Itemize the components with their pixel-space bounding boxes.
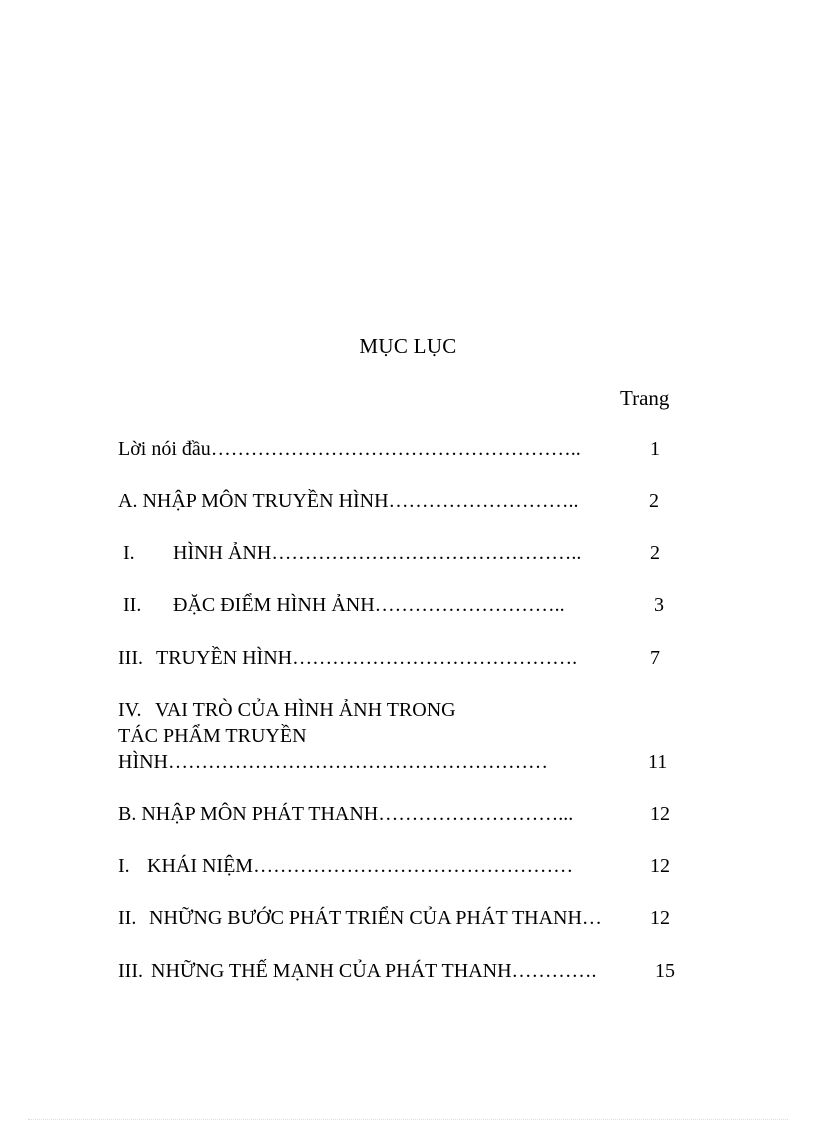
toc-entry-line — [118, 852, 573, 880]
toc-entry-text: VAI TRÒ CỦA HÌNH ẢNH TRONG — [155, 699, 456, 721]
toc-entry-number: I. — [123, 542, 135, 564]
toc-entry-number: III. — [118, 960, 143, 982]
toc-entry-text: NHỮNG BƯỚC PHÁT TRIỂN CỦA PHÁT THANH… — [149, 907, 602, 929]
toc-entry-number: II. — [123, 594, 142, 616]
toc-entry-text: HÌNH ẢNH……………………………………….. — [173, 542, 582, 564]
toc-entry-page: 12 — [650, 855, 670, 877]
toc-entry-line — [123, 591, 565, 619]
toc-entry-text: TRUYỀN HÌNH……………………………………. — [156, 647, 578, 669]
toc-entry-page: 11 — [648, 751, 668, 773]
toc-entry-page: 15 — [655, 960, 675, 982]
page-column-label: Trang — [620, 386, 670, 410]
toc-entry-line — [118, 644, 577, 672]
toc-entry-text-continued: TÁC PHẨM TRUYỀN — [118, 725, 307, 747]
toc-entry-text: ĐẶC ĐIỂM HÌNH ẢNH……………………….. — [173, 594, 565, 616]
toc-entry-line — [118, 957, 597, 985]
toc-entry-number: III. — [118, 647, 143, 669]
toc-entry-text-continued: HÌNH………………………………………………… — [118, 751, 548, 773]
toc-entry-line — [118, 696, 456, 724]
toc-entry-page: 1 — [650, 438, 660, 460]
toc-entry-number: IV. — [118, 699, 142, 721]
toc-title: MỤC LỤC — [359, 334, 457, 358]
toc-entry-page: 3 — [654, 594, 664, 616]
toc-entry-page: 12 — [650, 803, 670, 825]
toc-entry-page: 2 — [650, 542, 660, 564]
toc-entry-text: NHỮNG THẾ MẠNH CỦA PHÁT THANH…………. — [151, 960, 597, 982]
toc-entry-line — [118, 904, 602, 932]
toc-entry-line — [123, 539, 581, 567]
toc-entry-page: 12 — [650, 907, 670, 929]
toc-entry-page: 2 — [649, 490, 659, 512]
toc-entry-text: A. NHẬP MÔN TRUYỀN HÌNH……………………….. — [118, 490, 579, 512]
toc-entry-number: II. — [118, 907, 137, 929]
page-bottom-divider — [28, 1119, 788, 1120]
toc-entry-page: 7 — [650, 647, 660, 669]
toc-entry-text: Lời nói đầu……………………………………………….. — [118, 438, 581, 460]
toc-entry-number: I. — [118, 855, 130, 877]
toc-entry-text: B. NHẬP MÔN PHÁT THANH………………………... — [118, 803, 574, 825]
toc-entry-text: KHÁI NIỆM………………………………………… — [147, 855, 574, 877]
